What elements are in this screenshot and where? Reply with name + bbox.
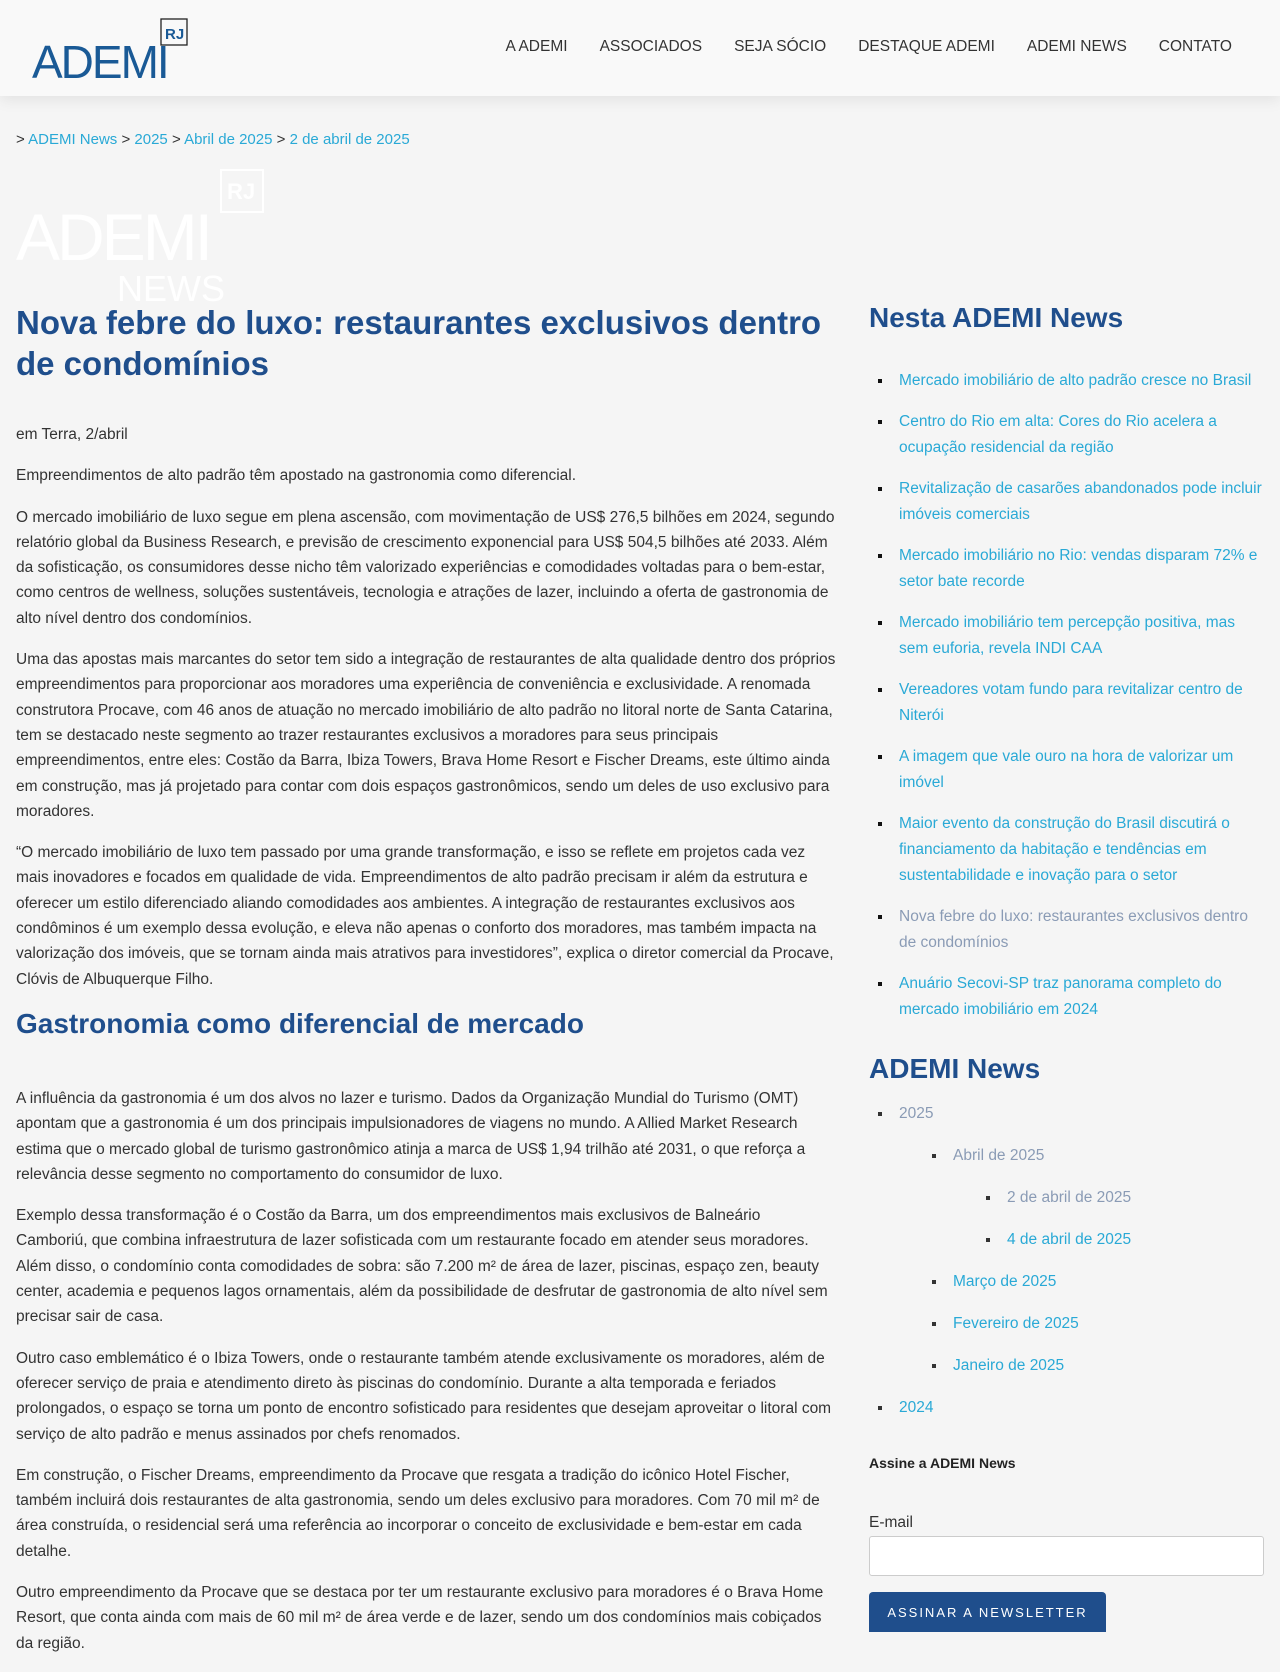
archive-month [947,1269,1264,1295]
nav-seja-socio[interactable]: SEJA SÓCIO [734,38,827,55]
list-item [893,904,1264,956]
archive-janeiro[interactable]: Janeiro de 2025 [953,1357,1065,1374]
archive-day [1001,1227,1264,1253]
newsletter-title: Assine a ADEMI News [869,1455,1016,1471]
email-field[interactable] [869,1536,1264,1576]
recent-post-link[interactable]: Centro do Rio em alta: Cores do Rio acelera a ocupação residencial da região [899,413,1217,456]
list-item [893,744,1264,796]
svg-text:ADEMI: ADEMI [16,200,211,274]
paragraph: O mercado imobiliário de luxo segue em plena ascensão, com movimentação de US$ 276,5 bilhões em 2024, segundo relatório global da Business Research, e previsão de crescimento exponencial para US$ 504,5 bilhões até 2033. Além da sofisticação, os consumidores desse nicho têm valorizado experiências e comodidades voltadas para o bem-estar, como centros de wellness, soluções sustentáveis, tecnologia e atrações de lazer, incluindo a oferta de gastronomia de alto nível dentro dos condomínios. [16,508,835,627]
archive-fevereiro[interactable]: Fevereiro de 2025 [953,1315,1079,1332]
list-item [893,476,1264,528]
svg-text:RJ: RJ [165,26,185,43]
list-item [893,368,1264,394]
crumb-sep: > [16,131,25,148]
recent-post-link[interactable]: Maior evento da construção do Brasil discutirá o financiamento da habitação e tendências em sustentabilidade e inovação para o setor [899,815,1230,884]
nav-associados[interactable]: ASSOCIADOS [599,38,703,55]
recent-post-link[interactable]: A imagem que vale ouro na hora de valorizar um imóvel [899,748,1234,791]
archive-list [869,1101,1264,1421]
paragraph: Exemplo dessa transformação é o Costão da Barra, um dos empreendimentos mais exclusivos de Balneário Camboriú, que combina infraestrutura de lazer sofisticada com um restaurante focado em atender seus moradores. Além disso, o condomínio conta comodidades de sobra: são 7.200 m² de área de lazer, piscinas, espaço zen, beauty center, academia e pequenos lagos ornamentais, além da possibilidade de desfrutar de gastronomia de alto nível sem precisar sair de casa. [16,1207,828,1326]
archive-abril[interactable]: Abril de 2025 [953,1147,1045,1164]
crumb-day[interactable]: 2 de abril de 2025 [289,131,410,148]
list-item [893,610,1264,662]
article-subheading: Gastronomia como diferencial de mercado [16,1007,584,1039]
breadcrumb [16,131,410,148]
archive-year [893,1395,1264,1421]
recent-post-link[interactable]: Mercado imobiliário tem percepção positiva, mas sem euforia, revela INDI CAA [899,614,1235,657]
paragraph: Uma das apostas mais marcantes do setor tem sido a integração de restaurantes de alta qualidade dentro dos próprios empreendimentos para proporcionar aos moradores uma experiência de conveniência e exclusividade. A renomada construtora Procave, com 46 anos de atuação no mercado imobiliário de alto padrão no litoral norte de Santa Catarina, tem se destacado neste segmento ao trazer restaurantes exclusivos a moradores para seus principais empreendimentos, entre eles: Costão da Barra, Ibiza Towers, Brava Home Resort e Fischer Dreams, este último ainda em construção, mas já projetado para contar com dois espaços gastronômicos, sendo um deles de uso exclusivo para moradores. [16,651,836,820]
archive-month [947,1143,1264,1253]
list-item [893,543,1264,595]
paragraph: Em construção, o Fischer Dreams, empreendimento da Procave que resgata a tradição do icônico Hotel Fischer, também incluirá dois restaurantes de alta gastronomia, sendo um deles exclusivo para moradores. Com 70 mil m² de área construída, o residencial será uma referência ao incorporar o conceito de exclusividade e bem-estar em cada detalhe. [16,1466,820,1560]
crumb-2025[interactable]: 2025 [134,131,168,148]
nav-destaque[interactable]: DESTAQUE ADEMI [858,38,995,55]
list-item [893,677,1264,729]
article [16,302,836,1672]
paragraph: Outro caso emblemático é o Ibiza Towers, onde o restaurante também atende exclusivamente os moradores, além de oferecer serviço de praia e atendimento direto às piscinas do condomínio. Durante a alta temporada e feriados prolongados, o espaço se torna um ponto de encontro sofisticado para residentes que desejam aproveitar o litoral com serviço de alto padrão e menus assinados por chefs renomados. [16,1349,832,1443]
archive-2024[interactable]: 2024 [899,1399,934,1416]
crumb-abril[interactable]: Abril de 2025 [184,131,273,148]
main-nav [506,38,1232,56]
recent-post-link[interactable]: Anuário Secovi-SP traz panorama completo do mercado imobiliário em 2024 [899,975,1222,1018]
paragraph: Empreendimentos de alto padrão têm apostado na gastronomia como diferencial. [16,467,577,485]
ademi-rj-logo[interactable] [32,18,192,80]
crumb-ademi-news[interactable]: ADEMI News [28,131,118,148]
archive-2025[interactable]: 2025 [899,1105,934,1122]
archive-marco[interactable]: Março de 2025 [953,1273,1057,1290]
paragraph: “O mercado imobiliário de luxo tem passado por uma grande transformação, e isso se reflete em projetos cada vez mais inovadores e focados em qualidade de vida. Empreendimentos de alto padrão precisam ir além da estrutura e oferecer um estilo diferenciado aliando comodidades aos ambientes. A integração de restaurantes exclusivos aos condôminos é um exemplo dessa evolução, e eleva não apenas o conforto dos moradores, mas também impacta na valorização dos imóveis, que se tornam ainda mais atrativos para investidores”, explica o diretor comercial da Procave, Clóvis de Albuquerque Filho. [16,844,834,988]
article-title: Nova febre do luxo: restaurantes exclusivos dentro de condomínios [16,304,822,382]
crumb-sep: > [121,131,131,148]
ademi-news-logo [16,168,266,303]
crumb-sep: > [276,131,286,148]
site-header [0,0,1280,96]
email-label: E-mail [869,1514,913,1531]
recent-posts-list [869,368,1264,1023]
svg-text:ADEMI: ADEMI [32,36,168,80]
nav-ademi-news[interactable]: ADEMI NEWS [1026,38,1127,55]
crumb-sep: > [171,131,181,148]
archive-year [893,1101,1264,1379]
archive-4-abril[interactable]: 4 de abril de 2025 [1007,1231,1132,1248]
archive-title: ADEMI News [869,1053,1041,1084]
recent-post-link[interactable]: Mercado imobiliário de alto padrão cresce no Brasil [899,372,1252,389]
svg-text:RJ: RJ [227,179,256,204]
paragraph: A influência da gastronomia é um dos alvos no lazer e turismo. Dados da Organização Mundial do Turismo (OMT) apontam que a gastronomia é um dos principais impulsionadores de viagens no mundo. A Allied Market Research estima que o mercado global de turismo gastronômico atinja a marca de US$ 1,94 trilhão até 2031, o que reforça a relevância desse segmento no comportamento do consumidor de luxo. [16,1089,806,1183]
list-item [893,971,1264,1023]
article-byline: em Terra, 2/abril [16,426,128,443]
list-item [893,409,1264,461]
recent-title: Nesta ADEMI News [869,302,1124,333]
nav-contato[interactable]: CONTATO [1158,38,1232,55]
archive-month [947,1311,1264,1337]
archive-month [947,1353,1264,1379]
nav-a-ademi[interactable]: A ADEMI [505,38,568,55]
recent-post-link-current[interactable]: Nova febre do luxo: restaurantes exclusivos dentro de condomínios [899,908,1248,951]
recent-post-link[interactable]: Mercado imobiliário no Rio: vendas disparam 72% e setor bate recorde [899,547,1258,590]
archive-2-abril[interactable]: 2 de abril de 2025 [1007,1189,1132,1206]
recent-post-link[interactable]: Vereadores votam fundo para revitalizar centro de Niterói [899,681,1243,724]
recent-post-link[interactable]: Revitalização de casarões abandonados pode incluir imóveis comerciais [899,480,1262,523]
archive-day [1001,1185,1264,1211]
subscribe-button[interactable]: ASSINAR A NEWSLETTER [869,1592,1106,1632]
list-item [893,811,1264,889]
svg-text:NEWS: NEWS [117,268,225,303]
paragraph: Outro empreendimento da Procave que se destaca por ter um restaurante exclusivo para moradores é o Brava Home Resort, que conta ainda com mais de 60 mil m² de área verde e de lazer, sendo um dos condomínios mais cobiçados da região. [16,1583,824,1652]
sidebar [869,302,1264,1632]
